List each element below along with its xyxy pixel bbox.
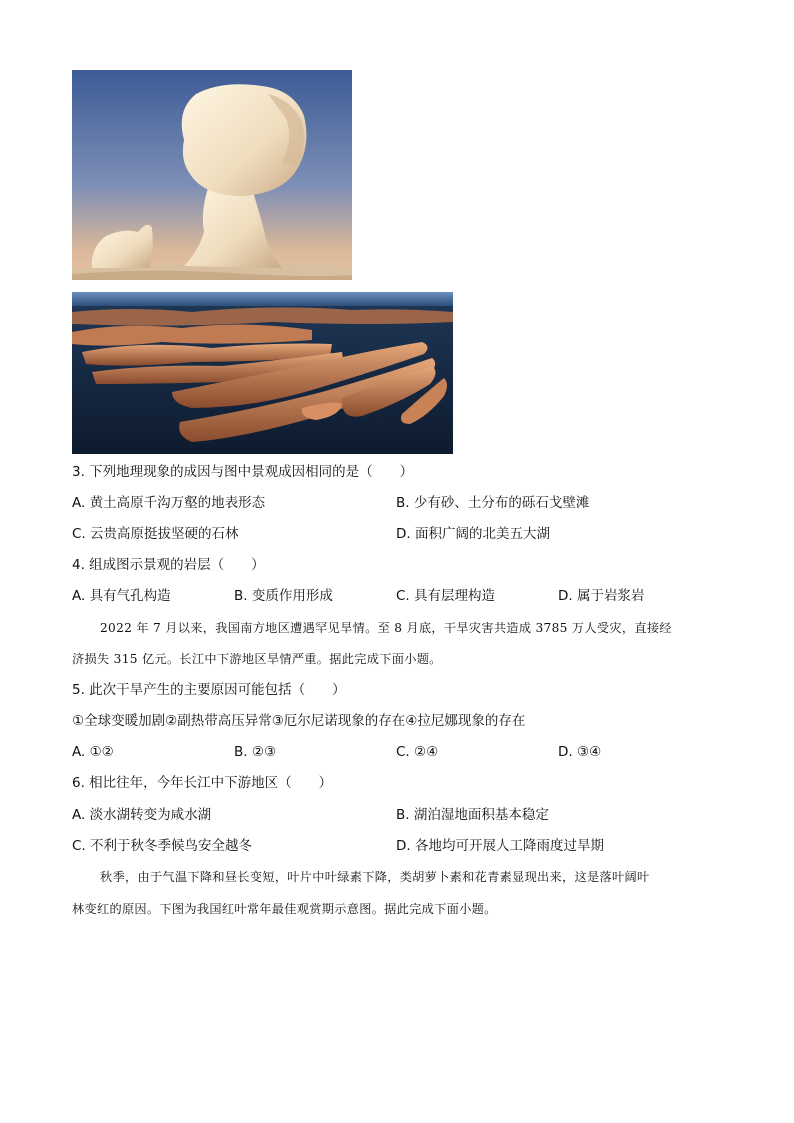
mushroom-rock-photo <box>72 70 352 280</box>
passage-1-line-1: 2022 年 7 月以来，我国南方地区遭遇罕见旱情。至 8 月底，干旱灾害共造成 3785 万人受灾，直接经 <box>100 621 672 635</box>
q4-option-a: A. 具有气孔构造 <box>72 588 171 604</box>
q3-option-b: B. 少有砂、土分布的砾石戈壁滩 <box>396 495 590 511</box>
q5-option-c: C. ②④ <box>396 744 439 760</box>
q4-option-b: B. 变质作用形成 <box>234 588 333 604</box>
question-4-stem: 4. 组成图示景观的岩层（ ） <box>72 557 265 573</box>
question-3-stem: 3. 下列地理现象的成因与图中景观成因相同的是（ ） <box>72 464 414 480</box>
yardang-landform-photo-icon <box>72 292 453 454</box>
q5-option-b: B. ②③ <box>234 744 277 760</box>
q3-option-d: D. 面积广阔的北美五大湖 <box>396 526 550 542</box>
q3-option-c: C. 云贵高原挺拔坚硬的石林 <box>72 526 239 542</box>
q4-option-d: D. 属于岩浆岩 <box>558 588 645 604</box>
q4-option-c: C. 具有层理构造 <box>396 588 496 604</box>
q6-option-c: C. 不利于秋冬季候鸟安全越冬 <box>72 838 253 854</box>
yardang-landform-photo <box>72 292 453 454</box>
q6-option-a: A. 淡水湖转变为咸水湖 <box>72 807 212 823</box>
passage-2-line-1: 秋季，由于气温下降和昼长变短，叶片中叶绿素下降，类胡萝卜素和花青素显现出来，这是落叶阔叶 <box>100 870 650 884</box>
passage-2-line-2: 林变红的原因。下图为我国红叶常年最佳观赏期示意图。据此完成下面小题。 <box>72 902 497 916</box>
q3-option-a: A. 黄土高原千沟万壑的地表形态 <box>72 495 266 511</box>
q6-option-d: D. 各地均可开展人工降雨度过旱期 <box>396 838 604 854</box>
q5-option-a: A. ①② <box>72 744 114 760</box>
q6-option-b: B. 湖泊湿地面积基本稳定 <box>396 807 549 823</box>
q5-option-d: D. ③④ <box>558 744 602 760</box>
mushroom-rock-photo-icon <box>72 70 352 280</box>
question-5-stem: 5. 此次干旱产生的主要原因可能包括（ ） <box>72 682 346 698</box>
question-6-stem: 6. 相比往年，今年长江中下游地区（ ） <box>72 775 333 791</box>
question-5-statements: ①全球变暖加剧②副热带高压异常③厄尔尼诺现象的存在④拉尼娜现象的存在 <box>72 713 526 729</box>
passage-1-line-2: 济损失 315 亿元。长江中下游地区旱情严重。据此完成下面小题。 <box>72 652 442 666</box>
